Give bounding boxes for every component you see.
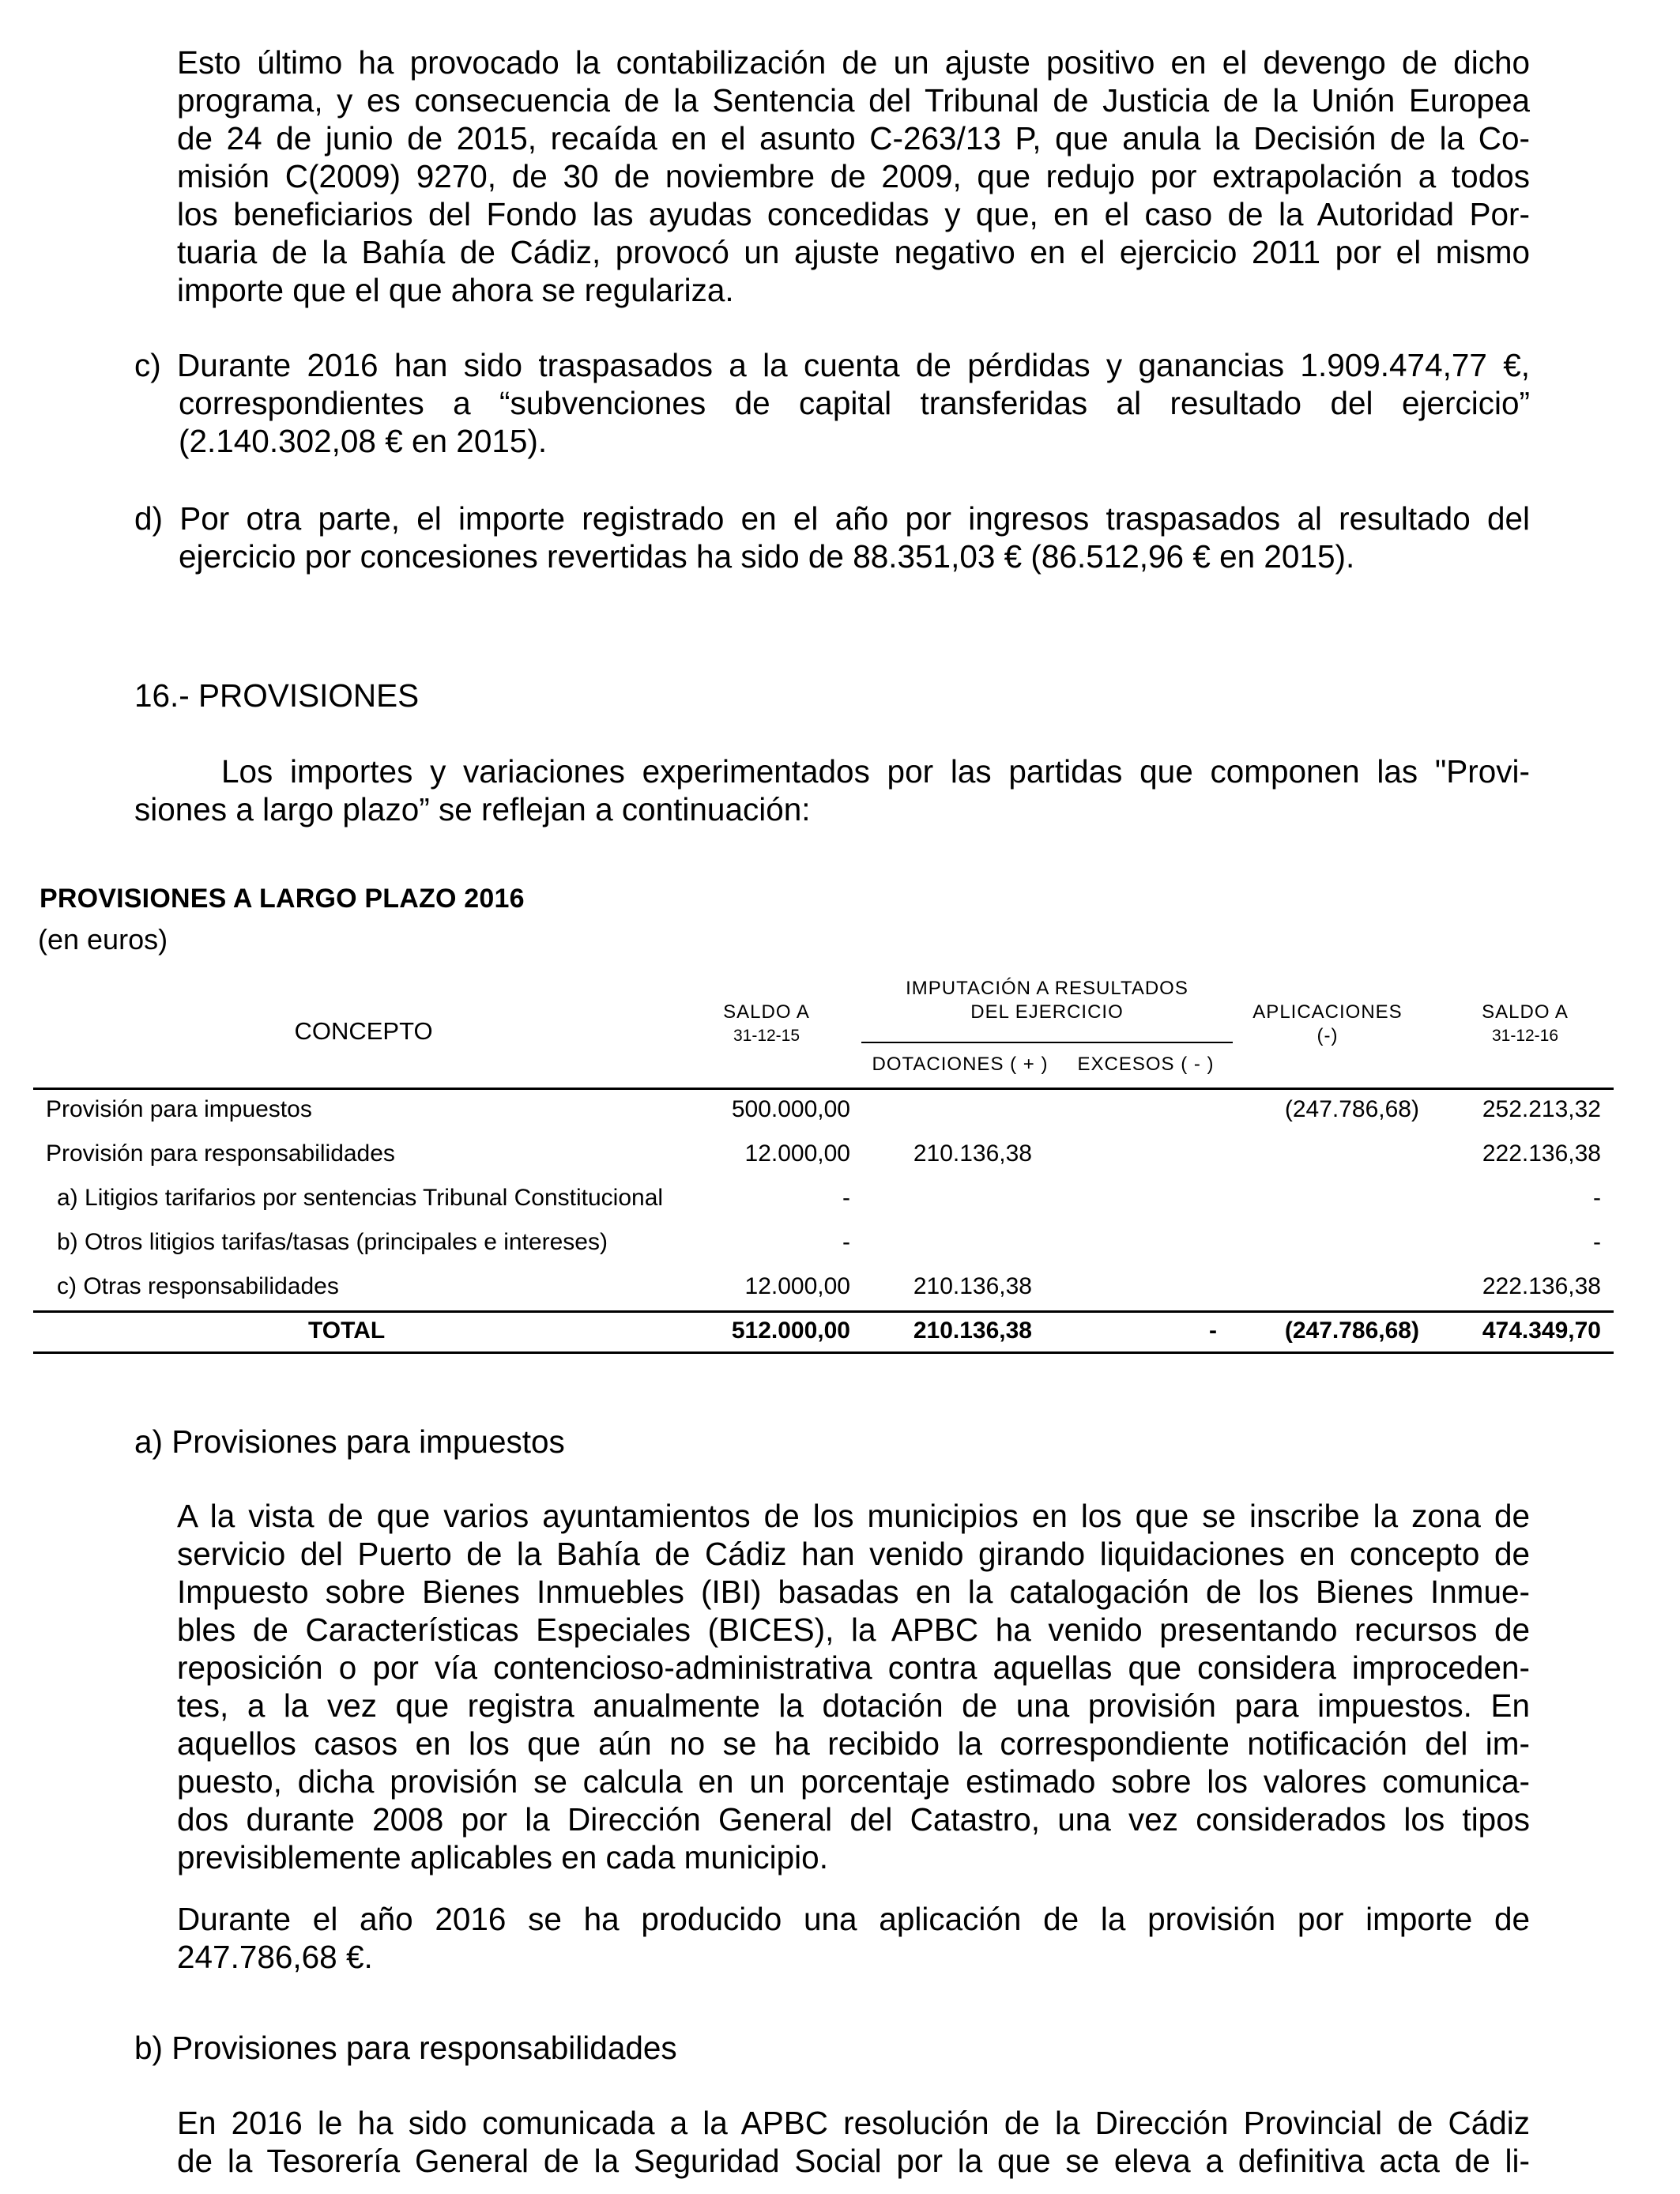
total-top-rule [33, 1310, 1614, 1313]
text-line: (2.140.302,08 € en 2015). [179, 423, 548, 459]
total-saldo-final: 474.349,70 [1482, 1318, 1601, 1344]
total-bottom-rule [33, 1351, 1614, 1354]
header-concepto: CONCEPTO [294, 1017, 433, 1045]
cell-saldo-inicial: 500.000,00 [731, 1096, 850, 1122]
text-line: servicio del Puerto de la Bahía de Cádiz han venido girando liquidaciones en concepto de [177, 1536, 1530, 1572]
paragraph-ajuste-positivo [177, 43, 1530, 309]
header-saldo-final [1438, 1001, 1612, 1048]
text-line: siones a largo plazo” se reflejan a continuación: [134, 791, 811, 827]
text-line: correspondientes a “subvenciones de capital transferidas al resultado del ejercicio” [179, 385, 1530, 421]
text-line: los beneficiarios del Fondo las ayudas concedidas y que, en el caso de la Autoridad Por- [177, 196, 1530, 232]
text-line: de 24 de junio de 2015, recaída en el asunto C-263/13 P, que anula la Decisión de la Co- [177, 120, 1530, 156]
row-concept: Provisión para responsabilidades [46, 1140, 395, 1167]
text-line: tes, a la vez que registra anualmente la dotación de una provisión para impuestos. En [177, 1687, 1530, 1724]
text-line: aquellos casos en los que aún no se ha recibido la correspondiente notificación del im- [177, 1725, 1530, 1762]
cell-saldo-inicial: 12.000,00 [744, 1140, 850, 1167]
cell-aplicaciones: (247.786,68) [1284, 1096, 1419, 1122]
text-line: ejercicio por concesiones revertidas ha sido de 88.351,03 € (86.512,96 € en 2015). [179, 538, 1355, 575]
cell-saldo-inicial: 12.000,00 [744, 1273, 850, 1299]
cell-dotaciones: 210.136,38 [913, 1273, 1032, 1299]
text-line: importe que el que ahora se regulariza. [177, 272, 734, 308]
header-saldo-final-line2: 31-12-16 [1491, 1027, 1559, 1045]
row-concept: b) Otros litigios tarifas/tasas (principales e intereses) [57, 1229, 608, 1255]
text-line: misión C(2009) 9270, de 30 de noviembre de 2009, que redujo por extrapolación a todos [177, 158, 1530, 194]
text-line: de la Tesorería General de la Seguridad Social por la que se eleva a definitiva acta de li- [177, 2143, 1530, 2179]
text-line: puesto, dicha provisión se calcula en un porcentaje estimado sobre los valores comunica- [177, 1763, 1530, 1800]
cell-dotaciones: 210.136,38 [913, 1140, 1032, 1167]
cell-saldo-inicial: - [842, 1229, 850, 1255]
cell-saldo-final: - [1593, 1185, 1601, 1211]
text-line: 247.786,68 €. [177, 1939, 373, 1975]
header-excesos: EXCESOS ( - ) [1077, 1054, 1215, 1075]
header-saldo-inicial-line1: SALDO A [723, 1001, 810, 1023]
paragraph-provisiones-responsabilidades [177, 2104, 1530, 2180]
text-line: dos durante 2008 por la Dirección General del Catastro, una vez considerados los tipos [177, 1801, 1530, 1838]
header-imputacion [861, 977, 1233, 1024]
row-concept: Provisión para impuestos [46, 1096, 312, 1122]
cell-saldo-final: - [1593, 1229, 1601, 1255]
header-saldo-inicial [695, 1001, 838, 1048]
paragraph-aplicacion-2016 [177, 1900, 1530, 1976]
subheading-a: a) Provisiones para impuestos [134, 1423, 565, 1460]
header-imputacion-line2: DEL EJERCICIO [970, 1001, 1124, 1023]
cell-saldo-final: 222.136,38 [1482, 1273, 1601, 1299]
cell-saldo-inicial: - [842, 1185, 850, 1211]
header-rule [33, 1088, 1614, 1090]
paragraph-item-d [134, 499, 1530, 575]
text-line: Impuesto sobre Bienes Inmuebles (IBI) basadas en la catalogación de los Bienes Inmue- [177, 1574, 1530, 1610]
text-line: programa, y es consecuencia de la Sentencia del Tribunal de Justicia de la Unión Europea [177, 82, 1530, 119]
total-excesos: - [1209, 1318, 1217, 1344]
row-concept: a) Litigios tarifarios por sentencias Tribunal Constitucional [57, 1185, 664, 1211]
total-dotaciones: 210.136,38 [913, 1318, 1032, 1344]
paragraph-item-c [134, 346, 1530, 460]
header-imputacion-line1: IMPUTACIÓN A RESULTADOS [906, 978, 1188, 999]
text-line: tuaria de la Bahía de Cádiz, provocó un ajuste negativo en el ejercicio 2011 por el mismo [177, 234, 1530, 270]
text-line: d) Por otra parte, el importe registrado en el año por ingresos traspasados al resultado del [134, 500, 1530, 537]
text-line: c) Durante 2016 han sido traspasados a la cuenta de pérdidas y ganancias 1.909.474,77 €, [134, 347, 1530, 383]
text-line: Los importes y variaciones experimentados por las partidas que componen las "Provi- [221, 753, 1530, 790]
header-aplicaciones-line2: (-) [1317, 1025, 1339, 1046]
text-line: A la vista de que varios ayuntamientos de los municipios en los que se inscribe la zona de [177, 1498, 1530, 1534]
header-saldo-inicial-line2: 31-12-15 [733, 1027, 800, 1045]
text-line: Durante el año 2016 se ha producido una aplicación de la provisión por importe de [177, 1901, 1530, 1937]
paragraph-intro-provisiones [134, 752, 1530, 828]
text-line: bles de Características Especiales (BICES), la APBC ha venido presentando recursos de [177, 1612, 1530, 1648]
header-aplicaciones [1233, 1001, 1422, 1048]
header-dotaciones: DOTACIONES ( + ) [872, 1054, 1049, 1075]
text-line: reposición o por vía contencioso-administrativa contra aquellas que considera improceden- [177, 1649, 1530, 1686]
total-label: TOTAL [308, 1318, 386, 1344]
table-title: PROVISIONES A LARGO PLAZO 2016 [40, 884, 525, 914]
cell-saldo-final: 252.213,32 [1482, 1096, 1601, 1122]
cell-saldo-final: 222.136,38 [1482, 1140, 1601, 1167]
header-aplicaciones-line1: APLICACIONES [1252, 1001, 1403, 1023]
table-units: (en euros) [38, 923, 168, 956]
text-line: previsiblemente aplicables en cada municipio. [177, 1839, 828, 1875]
header-saldo-final-line1: SALDO A [1482, 1001, 1569, 1023]
section-heading: 16.- PROVISIONES [134, 677, 420, 714]
header-divider [861, 1042, 1233, 1043]
row-concept: c) Otras responsabilidades [57, 1273, 339, 1299]
text-line: En 2016 le ha sido comunicada a la APBC resolución de la Dirección Provincial de Cádiz [177, 2105, 1530, 2141]
total-aplicaciones: (247.786,68) [1284, 1318, 1419, 1344]
total-saldo-inicial: 512.000,00 [731, 1318, 850, 1344]
subheading-b: b) Provisiones para responsabilidades [134, 2030, 677, 2066]
text-line: Esto último ha provocado la contabilización de un ajuste positivo en el devengo de dicho [177, 44, 1530, 81]
paragraph-provisiones-impuestos [177, 1497, 1530, 1876]
